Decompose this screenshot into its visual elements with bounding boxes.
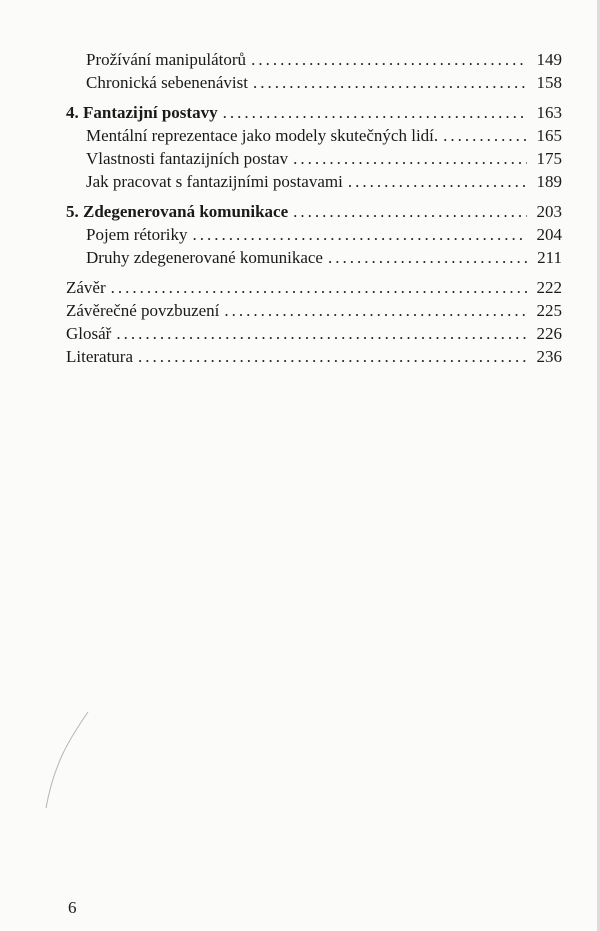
dot-leader	[328, 246, 527, 269]
dot-leader	[348, 170, 527, 193]
toc-chapter-entry	[66, 101, 562, 124]
dot-leader	[443, 124, 527, 147]
toc-entry-page: 225	[536, 301, 562, 320]
toc-entry	[66, 170, 562, 193]
table-of-contents	[66, 48, 562, 368]
toc-entry-title: Vlastnosti fantazijních postav	[86, 149, 289, 168]
toc-entry-page: 175	[536, 149, 562, 168]
toc-entry	[66, 246, 562, 269]
toc-entry	[66, 147, 562, 170]
dot-leader	[223, 101, 527, 124]
dot-leader	[193, 223, 527, 246]
toc-entry-page: 211	[537, 248, 562, 267]
toc-entry-page: 165	[536, 126, 562, 145]
toc-entry-title: Jak pracovat s fantazijními postavami	[86, 172, 343, 191]
toc-entry-title: Literatura	[66, 347, 134, 366]
toc-entry	[66, 223, 562, 246]
toc-entry-page: 163	[536, 103, 562, 122]
toc-entry	[66, 124, 562, 147]
toc-entry	[66, 276, 562, 299]
dot-leader	[251, 48, 527, 71]
toc-entry-page: 158	[536, 73, 562, 92]
dot-leader	[116, 322, 527, 345]
toc-entry	[66, 48, 562, 71]
toc-entry-title: Druhy zdegenerované komunikace	[86, 248, 323, 267]
page-number: 6	[68, 898, 77, 917]
toc-entry-page: 222	[536, 278, 562, 297]
toc-entry-title: Závěr	[66, 278, 106, 297]
toc-entry	[66, 71, 562, 94]
toc-entry-page: 149	[536, 50, 562, 69]
dot-leader	[293, 200, 527, 223]
toc-chapter-entry	[66, 200, 562, 223]
toc-entry-title: Mentální reprezentace jako modely skutečných lidí.	[86, 126, 439, 145]
toc-entry-page: 204	[536, 225, 562, 244]
toc-entry-page: 189	[536, 172, 562, 191]
toc-entry-title: Prožívání manipulátorů	[86, 50, 247, 69]
toc-entry-page: 203	[536, 202, 562, 221]
toc-chapter-title: 5. Zdegenerovaná komunikace	[66, 202, 289, 221]
toc-entry	[66, 322, 562, 345]
toc-entry-page: 226	[536, 324, 562, 343]
toc-entry-title: Glosář	[66, 324, 112, 343]
dot-leader	[138, 345, 527, 368]
toc-chapter-title: 4. Fantazijní postavy	[66, 103, 218, 122]
toc-entry-title: Chronická sebenenávist	[86, 73, 248, 92]
toc-entry	[66, 345, 562, 368]
toc-entry-page: 236	[536, 347, 562, 366]
toc-entry-title: Pojem rétoriky	[86, 225, 188, 244]
dot-leader	[111, 276, 527, 299]
dot-leader	[253, 71, 527, 94]
pencil-stroke-mark	[40, 708, 100, 818]
dot-leader	[293, 147, 527, 170]
toc-entry	[66, 299, 562, 322]
toc-entry-title: Závěrečné povzbuzení	[66, 301, 220, 320]
dot-leader	[224, 299, 527, 322]
